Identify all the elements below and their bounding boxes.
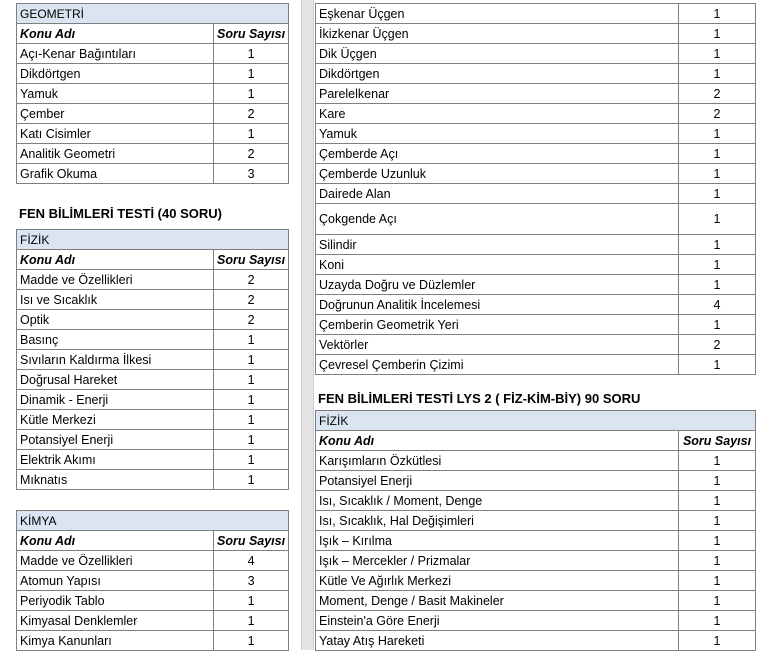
- table-row: Kimya Kanunları 1: [17, 631, 289, 651]
- column-header-count: Soru Sayısı: [679, 431, 756, 451]
- table-row: Çemberin Geometrik Yeri 1: [316, 315, 756, 335]
- column-header-topic: Konu Adı: [17, 250, 214, 270]
- column-header-count: Soru Sayısı: [214, 531, 289, 551]
- table-row: Eşkenar Üçgen 1: [316, 4, 756, 24]
- column-header-topic: Konu Adı: [316, 431, 679, 451]
- table-row: Silindir 1: [316, 235, 756, 255]
- table-row: Koni 1: [316, 255, 756, 275]
- table-row: Yatay Atış Hareketi 1: [316, 631, 756, 651]
- kimya-block: [16, 510, 289, 651]
- table-row: Dik Üçgen 1: [316, 44, 756, 64]
- table-row: Kütle Merkezi 1: [17, 410, 289, 430]
- geometry-continued-block: [315, 3, 756, 375]
- table-row: Uzayda Doğru ve Düzlemler 1: [316, 275, 756, 295]
- section-title: GEOMETRİ: [17, 4, 289, 24]
- table-row: Kare 2: [316, 104, 756, 124]
- table-row: Mıknatıs 1: [17, 470, 289, 490]
- column-header-topic: Konu Adı: [17, 24, 214, 44]
- table-row: Doğrusal Hareket 1: [17, 370, 289, 390]
- table-row: Elektrik Akımı 1: [17, 450, 289, 470]
- table-row: Katı Cisimler 1: [17, 124, 289, 144]
- table-row: Yamuk 1: [316, 124, 756, 144]
- table-row: Atomun Yapısı 3: [17, 571, 289, 591]
- lys-fizik-table: [315, 410, 756, 651]
- table-row: Analitik Geometri 2: [17, 144, 289, 164]
- table-row: Isı ve Sıcaklık 2: [17, 290, 289, 310]
- table-row: Madde ve Özellikleri 4: [17, 551, 289, 571]
- table-row: Moment, Denge / Basit Makineler 1: [316, 591, 756, 611]
- table-row: Çemberde Açı 1: [316, 144, 756, 164]
- table-row: İkizkenar Üçgen 1: [316, 24, 756, 44]
- table-row: Kütle Ve Ağırlık Merkezi 1: [316, 571, 756, 591]
- table-row: Einstein'a Göre Enerji 1: [316, 611, 756, 631]
- table-row: Basınç 1: [17, 330, 289, 350]
- table-row: Doğrunun Analitik İncelemesi 4: [316, 295, 756, 315]
- table-row: Sıvıların Kaldırma İlkesi 1: [17, 350, 289, 370]
- table-row: Dikdörtgen 1: [316, 64, 756, 84]
- table-row: Açı-Kenar Bağıntıları 1: [17, 44, 289, 64]
- column-divider: [301, 0, 314, 650]
- column-header-count: Soru Sayısı: [214, 24, 289, 44]
- table-row: Çevresel Çemberin Çizimi 1: [316, 355, 756, 375]
- table-row: Potansiyel Enerji 1: [17, 430, 289, 450]
- fen-bilimleri-heading: FEN BİLİMLERİ TESTİ (40 SORU): [19, 206, 222, 221]
- column-header-count: Soru Sayısı: [214, 250, 289, 270]
- table-row: Vektörler 2: [316, 335, 756, 355]
- section-title: FİZİK: [17, 230, 289, 250]
- table-row: Periyodik Tablo 1: [17, 591, 289, 611]
- table-row: Dairede Alan 1: [316, 184, 756, 204]
- geometry-continued-table: [315, 3, 756, 375]
- table-row: Isı, Sıcaklık, Hal Değişimleri 1: [316, 511, 756, 531]
- lys-fizik-block: [315, 410, 756, 651]
- lys-heading: FEN BİLİMLERİ TESTİ LYS 2 ( FİZ-KİM-BİY) 90 SORU: [318, 391, 641, 406]
- table-row: Optik 2: [17, 310, 289, 330]
- section-title: KİMYA: [17, 511, 289, 531]
- table-row: Işık – Mercekler / Prizmalar 1: [316, 551, 756, 571]
- table-row: Dinamik - Enerji 1: [17, 390, 289, 410]
- table-row: Işık – Kırılma 1: [316, 531, 756, 551]
- table-row: Potansiyel Enerji 1: [316, 471, 756, 491]
- section-title: FİZİK: [316, 411, 756, 431]
- kimya-table: [16, 510, 289, 651]
- fizik-table: [16, 229, 289, 490]
- table-row: Madde ve Özellikleri 2: [17, 270, 289, 290]
- table-row: Kimyasal Denklemler 1: [17, 611, 289, 631]
- table-row: Çokgende Açı 1: [316, 204, 756, 235]
- fizik-block: [16, 229, 289, 490]
- table-row: Karışımların Özkütlesi 1: [316, 451, 756, 471]
- table-row: Grafik Okuma 3: [17, 164, 289, 184]
- table-row: Çemberde Uzunluk 1: [316, 164, 756, 184]
- table-row: Çember 2: [17, 104, 289, 124]
- table-row: Isı, Sıcaklık / Moment, Denge 1: [316, 491, 756, 511]
- column-header-topic: Konu Adı: [17, 531, 214, 551]
- geometri-table: [16, 3, 289, 184]
- table-row: Dikdörtgen 1: [17, 64, 289, 84]
- table-row: Yamuk 1: [17, 84, 289, 104]
- table-row: Parelelkenar 2: [316, 84, 756, 104]
- geometri-block: [16, 3, 289, 184]
